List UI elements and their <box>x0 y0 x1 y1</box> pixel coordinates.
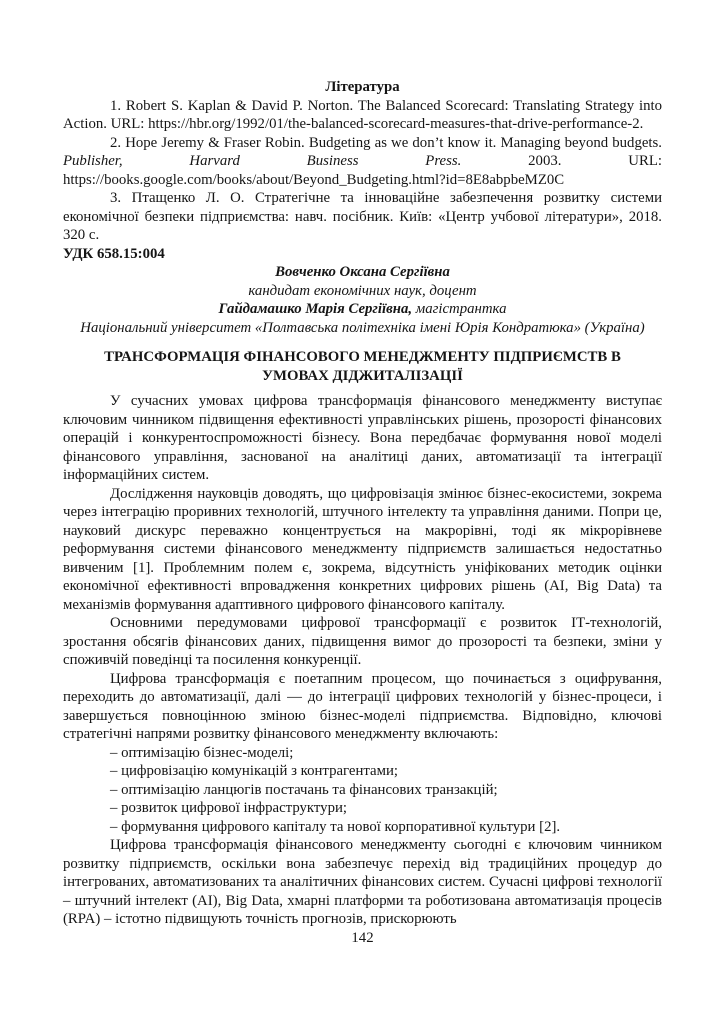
reference-2-text-start: 2. Hope Jeremy & Fraser Robin. Budgeting as we don’t know it. Managing beyond budgets. <box>110 134 662 151</box>
author-line-2 <box>63 282 662 301</box>
list-item-4: – розвиток цифрової інфраструктури; <box>110 800 348 816</box>
paragraph-5: Цифрова трансформація фінансового менеджменту сьогодні є ключовим чинником розвитку підприємств, оскільки вона забезпечує перехід від традиційних процедур до інтегрованих, автоматизованих та аналітичних фінансових систем. Сучасні цифрові технології – штучний інтелект (AI), Big Data, хмарні платформи та роботизована автоматизація процесів (RPA) – істотно підвищують точність прогнозів, прискорюють <box>63 837 662 927</box>
reference-item-2 <box>63 134 662 190</box>
article-title: ТРАНСФОРМАЦІЯ ФІНАНСОВОГО МЕНЕДЖМЕНТУ ПІДПРИЄМСТВ В УМОВАХ ДІДЖИТАЛІЗАЦІЇ <box>104 349 621 384</box>
list-item-2: – цифровізацію комунікацій з контрагентами; <box>110 763 399 779</box>
list-item-5: – формування цифрового капіталу та нової корпоративної культури [2]. <box>110 818 561 835</box>
reference-item-1 <box>63 97 662 134</box>
reference-3-text: 3. Птащенко Л. О. Стратегічне та інноваційне забезпечення розвитку системи економічної безпеки підприємства: навч. посібник. Київ: «Центр учбової літератури», 2018. 320 с. <box>63 190 662 243</box>
reference-1-text: 1. Robert S. Kaplan & David P. Norton. The Balanced Scorecard: Translating Strategy into Action. URL: https://hbr.org/1992/01/the-balanced-scorecard-measures-that-drive-performance-2. <box>63 97 662 132</box>
author-2-role: магістрантка <box>412 301 507 317</box>
reference-2-text-end: 2003. URL: https://books.google.com/books/about/Beyond_Budgeting.html?id=8E8abpbeMZ0C <box>63 153 662 188</box>
author-line-3 <box>63 300 662 319</box>
paragraph-2: Дослідження науковців доводять, що цифровізація змінює бізнес-екосистеми, зокрема через інтеграцію проривних технологій, штучного інтелекту та управління даними. Попри це, науковий дискурс переважно концентрується на макрорівні, тоді як мікрорівневе реформування системи фінансового менеджменту підприємств залишається недостатньо вивченим [1]. Проблемним полем є, зокрема, відсутність уніфікованих методик оцінки економічної ефективності впровадження конкретних цифрових рішень (AI, Big Data) та механізмів формування адаптивного цифрового фінансового капіталу. <box>63 485 662 613</box>
paragraph-1: У сучасних умовах цифрова трансформація фінансового менеджменту виступає ключовим чинником підвищення ефективності управлінських рішень, прозорості фінансових операцій і конкурентоспроможності бізнесу. Вона передбачає формування нової моделі фінансового управління, заснованої на аналітиці даних, автоматизації та інтеграції інформаційних систем. <box>63 393 662 483</box>
affiliation: Національний університет «Полтавська політехніка імені Юрія Кондратюка» (Україна) <box>80 319 645 336</box>
author-1-name: Вовченко Оксана Сергіївна <box>275 264 450 280</box>
references-heading: Література <box>325 79 400 95</box>
page-number: 142 <box>351 929 374 946</box>
author-2-name: Гайдамашко Марія Сергіївна, <box>218 301 413 317</box>
reference-2-publisher: Publisher, Harvard Business Press. <box>63 153 462 169</box>
reference-item-3 <box>63 189 662 245</box>
author-1-role: кандидат економічних наук, доцент <box>248 282 477 299</box>
paragraph-4: Цифрова трансформація є поетапним процесом, що починається з оцифрування, переходить до автоматизації, далі — до інтеграції цифрових технологій у бізнес-процеси, і завершується повноцінною зміною бізнес-моделі підприємства. Відповідно, ключові стратегічні напрями розвитку фінансового менеджменту включають: <box>63 670 662 742</box>
udc-code: УДК 658.15:004 <box>63 245 165 262</box>
list-item-1: – оптимізацію бізнес-моделі; <box>110 744 294 761</box>
author-line-1 <box>63 263 662 282</box>
paragraph-3: Основними передумовами цифрової трансформації є розвиток ІТ-технологій, зростання обсягів фінансових даних, підвищення вимог до прозорості та безпеки, зміни у споживчій поведінці та посилення конкуренції. <box>63 615 662 668</box>
list-item-3: – оптимізацію ланцюгів постачань та фінансових транзакцій; <box>110 781 498 798</box>
